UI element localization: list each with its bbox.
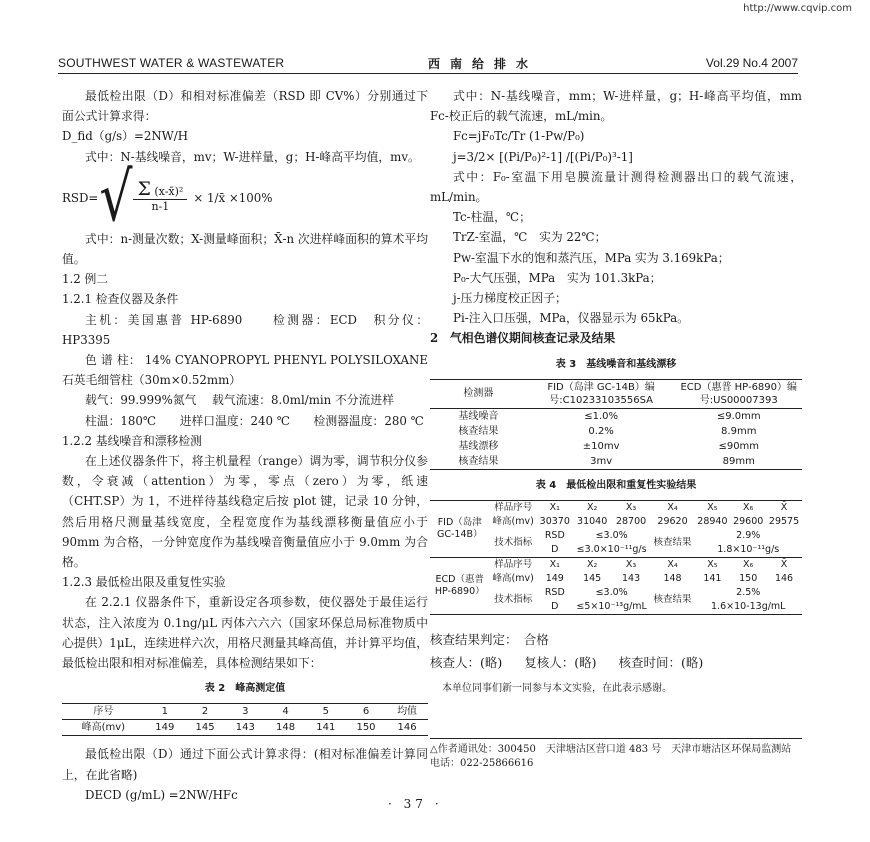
check-time: 核查时间：(略) <box>618 655 704 671</box>
right-column <box>430 86 802 699</box>
paragraph: 最低检出限（D）和相对标准偏差（RSD 即 CV%）分别通过下面公式计算求得： <box>62 89 428 124</box>
checker: 核查人：(略) <box>430 655 503 671</box>
footnote-phone: 电话：022-25866616 <box>430 758 534 769</box>
table-row <box>430 454 802 470</box>
formula-fc: Fc=jF₀Tc/Tr (1-Pw/P₀) <box>453 129 585 144</box>
table-header-row <box>430 379 802 408</box>
table-cell: X₆ <box>730 558 766 573</box>
paragraph: Pw-室温下水的饱和蒸汽压，MPa 实为 3.169kPa； <box>453 250 730 265</box>
table-cell: RSD <box>544 587 565 599</box>
table-row <box>62 720 428 736</box>
journal-name-en: SOUTHWEST WATER & WASTEWATER <box>58 56 285 70</box>
paragraph: 在 2.2.1 仪器条件下，重新设定各项参数，使仪器处于最佳运行状态，注入浓度为 0.1ng/μL 丙体六六六（国家环保总局标准物质中心提供）1μL，连续进样六次，用格尺测量其峰高值，并计算平均值，最低检出限和相对标准偏差，具体检测结果如下： <box>62 595 428 671</box>
table-cell: ±10mv <box>582 440 620 452</box>
table-cell: 峰高(mv) <box>492 516 534 528</box>
table-cell: 1.6×10-13g/mL <box>711 601 786 613</box>
table-cell: 149 <box>155 722 175 734</box>
table-cell: ≤3.0% <box>595 530 628 542</box>
table-cell: 技术指标 <box>494 594 533 606</box>
table-cell: X₁ <box>549 502 560 514</box>
left-column <box>62 86 428 805</box>
table-cell: 核查结果 <box>653 537 692 549</box>
table-row <box>430 558 802 573</box>
table-cell: 1 <box>145 704 185 720</box>
table-cell: X₄ <box>667 502 678 514</box>
author-footnote <box>430 738 802 771</box>
table-cell: 89mm <box>722 455 755 467</box>
radical-sign: √ <box>99 158 133 237</box>
table-cell: X̄ <box>780 502 788 514</box>
journal-name-cn: 西南给排水 <box>428 57 539 71</box>
table-cell: 核查结果 <box>458 425 499 437</box>
table-cell: 峰高(mv) <box>492 573 534 585</box>
formula-dfid: D_fid（g/s）=2NW/H <box>62 129 189 144</box>
formula-fraction <box>133 177 187 214</box>
table-cell: D <box>551 601 559 613</box>
paragraph: 式中：F₀-室温下用皂膜流量计测得检测器出口的载气流速，mL/min。 <box>430 169 802 205</box>
table-cell: 8.9mm <box>721 425 757 437</box>
table-cell: 5 <box>306 704 346 720</box>
table-cell-ecd: ECD（惠普 HP-6890） <box>430 558 490 615</box>
table-cell: ≤90mm <box>718 440 760 452</box>
table-cell: 3 <box>225 704 265 720</box>
table-cell: 检测器 <box>430 379 527 408</box>
table-cell: 148 <box>663 573 682 585</box>
peak-height-table <box>62 703 428 736</box>
table-cell: 样品序号 <box>490 558 537 573</box>
formula-denominator: n-1 <box>151 199 170 213</box>
rsd-formula <box>62 158 428 237</box>
table-cell: X₆ <box>743 502 754 514</box>
table-cell: 2.5% <box>736 587 761 599</box>
table-cell: X₅ <box>695 558 731 573</box>
table-caption: 表 3 基线噪音和基线漂移 <box>555 358 677 370</box>
paragraph: Pi-注入口压强，MPa，仪器显示为 65kPa。 <box>453 311 689 326</box>
paragraph: P₀-大气压强，MPa 实为 101.3kPa； <box>453 270 662 285</box>
table-cell: 149 <box>545 573 564 585</box>
table-row <box>430 424 802 439</box>
table-cell: 基线噪音 <box>458 410 499 422</box>
table-cell: 148 <box>275 722 296 734</box>
table-cell: 1.8×10⁻¹¹g/s <box>717 544 780 556</box>
subsection-heading: 1.2.1 检查仪器及条件 <box>62 292 179 307</box>
table-cell: X₃ <box>625 502 637 514</box>
table-cell: 0.2% <box>588 425 614 437</box>
paragraph: 最低检出限（D）通过下面公式计算求得：(相对标准偏差计算同上，在此省略) <box>62 747 428 782</box>
baseline-table <box>430 379 802 470</box>
table-cell: FID（岛津 GC-14B）编号:C10233103556SA <box>527 379 676 408</box>
table-cell: 均值 <box>386 704 428 720</box>
table-cell: X̄ <box>766 558 802 573</box>
acknowledgement: 本单位同事们新一同参与本文实验，在此表示感谢。 <box>442 683 672 695</box>
table-cell: 150 <box>739 573 758 585</box>
table-cell: 30370 <box>539 516 570 528</box>
paragraph: TrZ-室温，℃ 实为 22℃； <box>453 230 607 245</box>
detection-limit-table <box>430 500 802 615</box>
table-cell: 29620 <box>657 516 688 528</box>
table-cell: X₁ <box>537 558 573 573</box>
paragraph: 色 谱 柱： 14% CYANOPROPYL PHENYL POLYSILOXANE 石英毛细管柱（30m×0.52mm） <box>62 353 428 388</box>
table-cell: ≤9.0mm <box>716 410 761 422</box>
table-cell: X₄ <box>651 558 695 573</box>
table-cell: ECD（惠普 HP-6890）编号:US00007393 <box>676 379 803 408</box>
paragraph: 主机：美国惠普 HP-6890 检测器：ECD 积分仪：HP3395 <box>62 312 428 347</box>
table-cell: D <box>551 544 559 556</box>
table-cell: 2 <box>185 704 225 720</box>
formula-lhs: RSD= <box>62 190 99 205</box>
table-cell: 核查结果 <box>653 594 692 606</box>
table-cell: 28940 <box>697 516 728 528</box>
table-cell: 141 <box>316 722 336 734</box>
footnote-address: △作者通讯处：300450 天津塘沽区营口道 483 号 天津市塘沽区环保局监测站 <box>430 744 792 755</box>
table-cell: 6 <box>346 704 386 720</box>
table-cell: X₅ <box>707 502 718 514</box>
table-cell: 31040 <box>577 516 608 528</box>
table-row <box>430 439 802 454</box>
table-cell: 3mv <box>590 455 613 467</box>
paragraph: 柱温：180℃ 进样口温度：240 ℃ 检测器温度：280 ℃ <box>85 413 424 428</box>
table-cell: 4 <box>265 704 305 720</box>
table-row <box>430 501 802 516</box>
table-caption: 表 2 峰高测定值 <box>204 683 286 695</box>
table-cell: X₂ <box>586 502 598 514</box>
table-cell: 143 <box>622 573 641 585</box>
table-cell: ≤1.0% <box>584 410 618 422</box>
table-cell: ≤5×10⁻¹³g/mL <box>576 601 647 613</box>
table-cell: X₃ <box>612 558 651 573</box>
paragraph: j-压力梯度校正因子； <box>453 291 567 306</box>
journal-header <box>58 53 798 74</box>
table-cell: 143 <box>235 722 255 734</box>
table-cell: 146 <box>774 573 794 585</box>
table-cell-fid: FID（岛津 GC-14B） <box>436 517 483 541</box>
table-cell: ≤3.0×10⁻¹¹g/s <box>576 544 647 556</box>
table-cell: 141 <box>703 573 722 585</box>
table-cell: 峰高(mv) <box>81 722 126 734</box>
table-cell: 28700 <box>615 516 647 528</box>
subsection-heading: 1.2.3 最低检出限及重复性实验 <box>62 575 226 590</box>
paragraph: 式中：n-测量次数；X-测量峰面积；X̄-n 次进样峰面积的算术平均值。 <box>62 231 428 267</box>
journal-volume: Vol.29 No.4 2007 <box>705 56 798 70</box>
watermark-url: http://www.cqvip.com <box>743 3 852 14</box>
section-heading: 1.2 例二 <box>62 272 109 287</box>
table-caption: 表 4 最低检出限和重复性实验结果 <box>535 479 697 491</box>
table-cell: 2.9% <box>736 530 761 542</box>
page-number: · 37 · <box>388 797 443 811</box>
formula-j: j=3/2× [(Pi/P₀)²-1] /[(Pi/P₀)³-1] <box>453 149 633 164</box>
table-header-row <box>62 704 428 720</box>
table-cell: RSD <box>544 530 565 542</box>
formula-tail: × 1/x̄ ×100% <box>193 190 273 205</box>
table-cell: 145 <box>195 722 215 734</box>
table-cell: 基线漂移 <box>458 440 499 452</box>
subsection-heading: 1.2.2 基线噪音和漂移检测 <box>62 433 202 448</box>
table-cell: 145 <box>583 573 602 585</box>
check-result: 核查结果判定： 合格 <box>430 632 549 648</box>
paragraph: Tc-柱温，℃； <box>453 210 531 225</box>
table-cell: 150 <box>356 722 376 734</box>
table-cell: 146 <box>397 722 417 734</box>
table-cell: ≤3.0% <box>595 587 628 599</box>
reviewer: 复核人：(略) <box>524 655 597 671</box>
section-heading: 2 气相色谱仪期间核查记录及结果 <box>430 331 616 346</box>
table-cell: 样品序号 <box>494 502 533 514</box>
table-cell: 29575 <box>768 516 800 528</box>
table-cell: 技术指标 <box>494 537 533 549</box>
signature-line <box>430 653 802 673</box>
paragraph: 在上述仪器条件下，将主机量程（range）调为零，调节积分仪参数，令衰减（attention）为零，零点（zero）为零，纸速（CHT.SP）为 1，不进样待基线稳定后按 plot 键，记录 10 分钟，然后用格尺测量基线宽度，全程宽度作为基线漂移衡量值应小于 90mm 为合格，一分钟宽度作为基线噪音衡量值应小于 9.0mm 为合格。 <box>62 454 428 570</box>
formula-decd: DECD (g/mL) =2NW/HFc <box>85 787 238 802</box>
formula-numerator: Σ (x-x̄)² <box>133 182 187 200</box>
table-cell: X₂ <box>573 558 612 573</box>
paragraph: 式中：N-基线噪音，mv；W-进样量，g；H-峰高平均值，mv。 <box>85 149 420 164</box>
table-cell: 核查结果 <box>458 455 499 467</box>
paragraph: 载气：99.999%氮气 载气流速：8.0ml/min 不分流进样 <box>85 393 394 408</box>
table-row <box>430 408 802 424</box>
table-cell: 序号 <box>62 704 145 720</box>
table-cell: 29600 <box>733 516 764 528</box>
paragraph: 式中：N-基线噪音，mm；W-进样量，g；H-峰高平均值，mm Fc-校正后的载气流速，mL/min。 <box>430 89 802 124</box>
